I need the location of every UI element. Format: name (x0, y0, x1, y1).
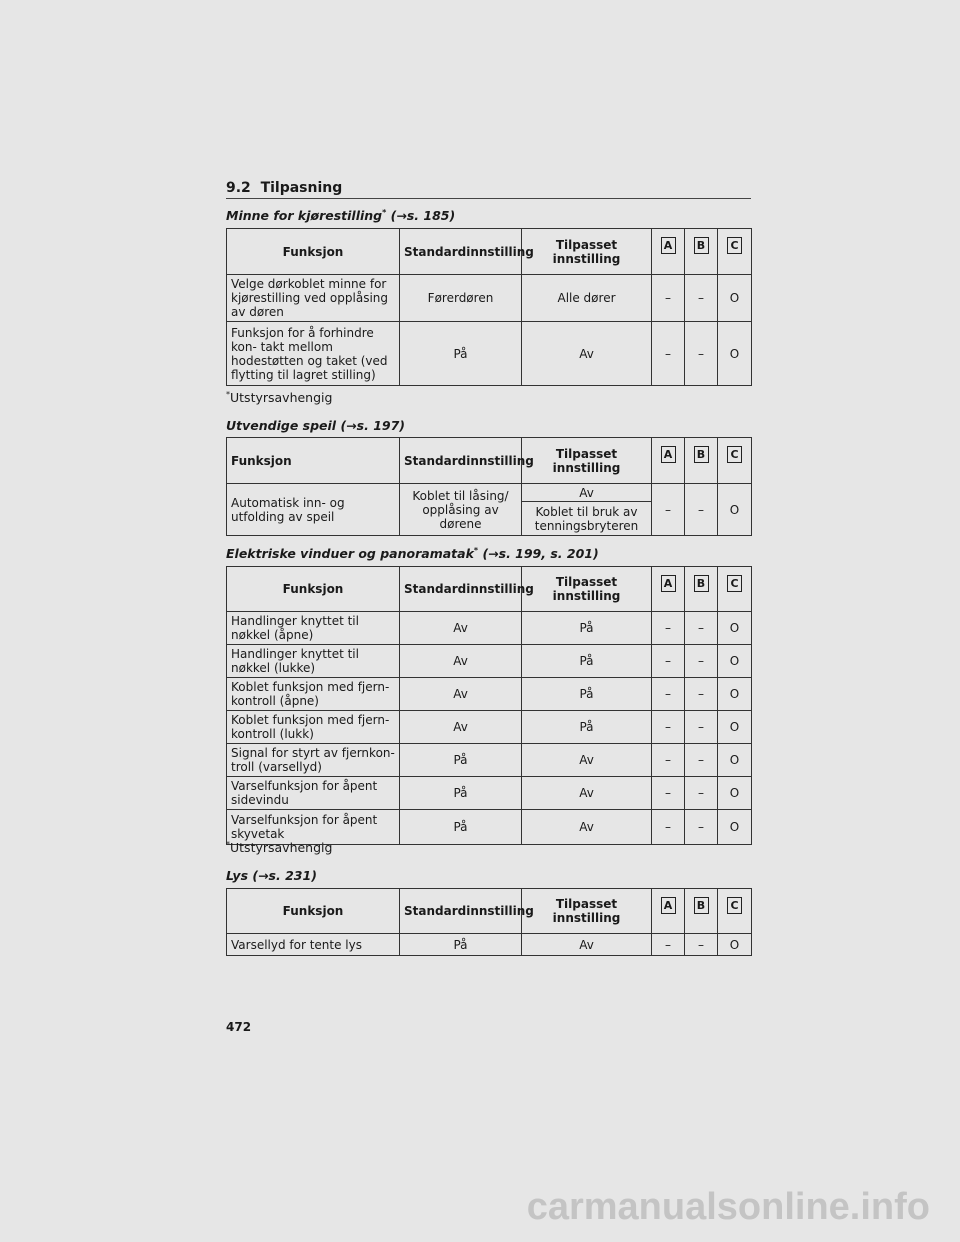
header-default: Standardinnstilling (400, 567, 522, 612)
table-row (227, 744, 752, 777)
header-function: Funksjon (227, 567, 400, 612)
watermark: carmanualsonline.info (526, 1186, 930, 1228)
badge-a: A (661, 897, 676, 914)
footnote-star: * (473, 546, 479, 555)
header-b (685, 567, 718, 612)
cell-b: – (685, 934, 718, 956)
section-header (226, 180, 751, 199)
header-a (652, 889, 685, 934)
cell-a: – (652, 744, 685, 777)
cell-a: – (652, 645, 685, 678)
block-title-memory (226, 208, 455, 223)
table-memory (226, 228, 752, 386)
cell-c: O (718, 484, 752, 536)
header-c (718, 567, 752, 612)
cell-b: – (685, 711, 718, 744)
cell-c: O (718, 744, 752, 777)
table-header-row (227, 567, 752, 612)
table-row (227, 645, 752, 678)
cell-c: O (718, 810, 752, 845)
cell-b: – (685, 777, 718, 810)
footnote: *Utstyrsavhengig (226, 390, 333, 406)
cell-a: – (652, 322, 685, 386)
header-custom: Tilpasset innstilling (522, 229, 652, 275)
cell-b: – (685, 275, 718, 322)
table-row (227, 275, 752, 322)
cell-default: På (400, 934, 522, 956)
cell-a: – (652, 612, 685, 645)
cell-custom: På (522, 678, 652, 711)
table-header-row (227, 889, 752, 934)
cell-a: – (652, 777, 685, 810)
block-title-text: Elektriske vinduer og panoramatak (226, 546, 474, 562)
cell-default: På (400, 777, 522, 810)
header-c (718, 438, 752, 484)
cell-c: O (718, 322, 752, 386)
footnote-text: Utstyrsavhengig (230, 840, 333, 856)
table-header-row (227, 229, 752, 275)
cell-c: O (718, 612, 752, 645)
header-default: Standardinnstilling (400, 889, 522, 934)
footnote-text: Utstyrsavhengig (230, 390, 333, 406)
badge-c: C (727, 237, 742, 254)
block-title-windows (226, 546, 599, 561)
header-a (652, 229, 685, 275)
cell-function: Varselfunksjon for åpent skyvetak (227, 810, 400, 845)
table-mirrors (226, 437, 752, 536)
cell-function: Signal for styrt av fjernkon- troll (varsellyd) (227, 744, 400, 777)
badge-a: A (661, 446, 676, 463)
cell-default: Førerdøren (400, 275, 522, 322)
header-default: Standardinnstilling (400, 438, 522, 484)
table-windows (226, 566, 752, 845)
cell-function: Varsellyd for tente lys (227, 934, 400, 956)
cell-default: Av (400, 678, 522, 711)
block-title-mirrors (226, 418, 405, 433)
table-row (227, 678, 752, 711)
header-c (718, 889, 752, 934)
footnote-star: * (382, 208, 387, 217)
header-a (652, 438, 685, 484)
page-reference: (→s. 199, s. 201) (482, 546, 599, 562)
cell-b: – (685, 810, 718, 845)
cell-b: – (685, 645, 718, 678)
header-function: Funksjon (227, 889, 400, 934)
cell-custom: På (522, 645, 652, 678)
header-custom: Tilpasset innstilling (522, 438, 652, 484)
header-function: Funksjon (227, 229, 400, 275)
table-row (227, 484, 752, 502)
cell-custom-option: Av (522, 484, 652, 502)
header-b (685, 889, 718, 934)
cell-a: – (652, 484, 685, 536)
cell-function: Koblet funksjon med fjern- kontroll (lukk) (227, 711, 400, 744)
badge-c: C (727, 575, 742, 592)
cell-custom: På (522, 612, 652, 645)
page-reference: (→s. 185) (390, 208, 456, 224)
cell-a: – (652, 810, 685, 845)
cell-c: O (718, 645, 752, 678)
table-header-row (227, 438, 752, 484)
block-title-text: Lys (226, 868, 249, 883)
cell-custom: På (522, 711, 652, 744)
cell-b: – (685, 322, 718, 386)
cell-function: Varselfunksjon for åpent sidevindu (227, 777, 400, 810)
table-row (227, 612, 752, 645)
header-default: Standardinnstilling (400, 229, 522, 275)
cell-custom: Alle dører (522, 275, 652, 322)
cell-custom-option: Koblet til bruk av tenningsbryteren (522, 502, 652, 536)
page-number: 472 (226, 1020, 252, 1034)
cell-c: O (718, 275, 752, 322)
cell-function: Velge dørkoblet minne for kjørestilling ved opplåsing av døren (227, 275, 400, 322)
cell-c: O (718, 711, 752, 744)
badge-b: B (694, 237, 709, 254)
cell-b: – (685, 678, 718, 711)
badge-c: C (727, 897, 742, 914)
header-b (685, 229, 718, 275)
cell-a: – (652, 275, 685, 322)
cell-function: Handlinger knyttet til nøkkel (lukke) (227, 645, 400, 678)
header-c (718, 229, 752, 275)
header-custom: Tilpasset innstilling (522, 889, 652, 934)
badge-c: C (727, 446, 742, 463)
page-reference: (→s. 197) (340, 418, 406, 433)
cell-a: – (652, 934, 685, 956)
cell-default: Av (400, 645, 522, 678)
cell-b: – (685, 612, 718, 645)
cell-function: Automatisk inn- og utfolding av speil (227, 484, 400, 536)
cell-c: O (718, 678, 752, 711)
table-row (227, 934, 752, 956)
cell-custom: Av (522, 810, 652, 845)
cell-default: Av (400, 711, 522, 744)
header-b (685, 438, 718, 484)
cell-custom: Av (522, 322, 652, 386)
page-reference: (→s. 231) (252, 868, 317, 883)
cell-default: På (400, 322, 522, 386)
cell-custom: Av (522, 744, 652, 777)
section-number: 9.2 (226, 180, 251, 196)
cell-default: Koblet til låsing/ opplåsing av dørene (400, 484, 522, 536)
cell-default: På (400, 744, 522, 777)
cell-custom: Av (522, 934, 652, 956)
table-lights (226, 888, 752, 956)
cell-function: Funksjon for å forhindre kon- takt mellom hodestøtten og taket (ved flytting til lagret stilling) (227, 322, 400, 386)
footnote: *Utstyrsavhengig (226, 840, 333, 856)
cell-function: Koblet funksjon med fjern- kontroll (åpne) (227, 678, 400, 711)
table-row (227, 322, 752, 386)
badge-b: B (694, 897, 709, 914)
table-row (227, 711, 752, 744)
header-a (652, 567, 685, 612)
cell-custom: Av (522, 777, 652, 810)
block-title-lights (226, 868, 317, 883)
block-title-text: Utvendige speil (226, 418, 337, 433)
cell-a: – (652, 711, 685, 744)
section-title: Tilpasning (260, 180, 343, 196)
badge-a: A (661, 575, 676, 592)
cell-b: – (685, 484, 718, 536)
block-title-text: Minne for kjørestilling (226, 208, 383, 224)
cell-c: O (718, 934, 752, 956)
cell-a: – (652, 678, 685, 711)
cell-c: O (718, 777, 752, 810)
badge-a: A (661, 237, 676, 254)
cell-b: – (685, 744, 718, 777)
table-row (227, 777, 752, 810)
cell-default: Av (400, 612, 522, 645)
cell-default: På (400, 810, 522, 845)
cell-function: Handlinger knyttet til nøkkel (åpne) (227, 612, 400, 645)
header-function: Funksjon (227, 438, 400, 484)
header-custom: Tilpasset innstilling (522, 567, 652, 612)
badge-b: B (694, 575, 709, 592)
badge-b: B (694, 446, 709, 463)
